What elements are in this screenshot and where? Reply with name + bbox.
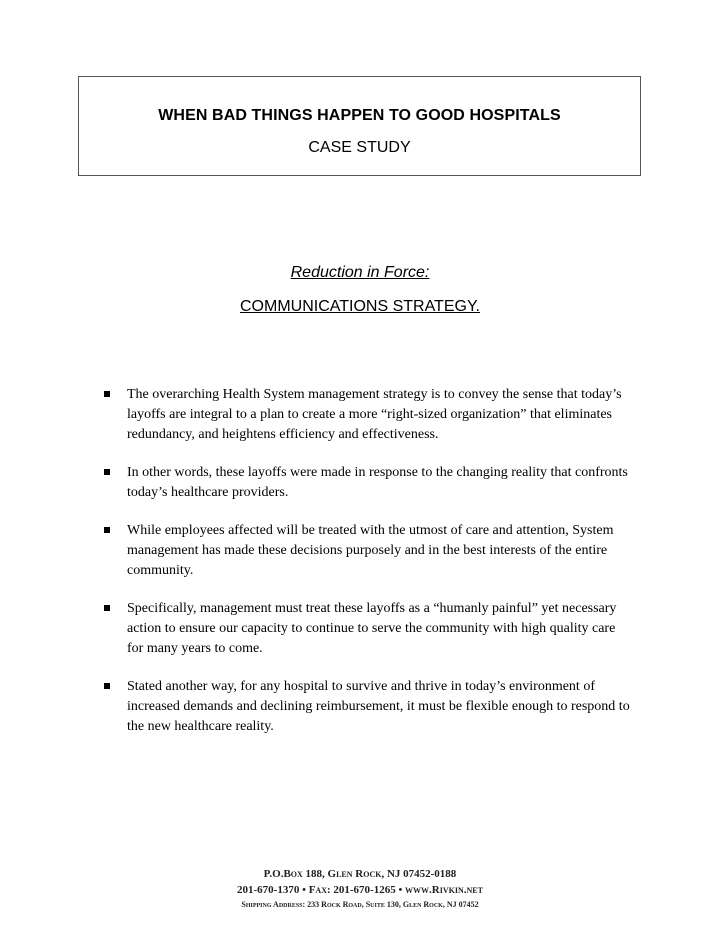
footer-contact: 201-670-1370 • Fax: 201-670-1265 • www.Rivkin.net <box>237 884 483 896</box>
square-bullet-icon <box>104 527 110 533</box>
section-subheading: COMMUNICATIONS STRATEGY. <box>239 298 480 315</box>
letterhead-footer <box>0 866 720 912</box>
square-bullet-icon <box>104 683 110 689</box>
bullet-text: Specifically, management must treat these layoffs as a “humanly painful” yet necessary action to ensure our capacity to continue to serve the community with high quality care for many years to come. <box>127 601 617 656</box>
square-bullet-icon <box>104 469 110 475</box>
bullet-list <box>100 385 635 755</box>
document-subtitle: CASE STUDY <box>308 139 411 156</box>
section-heading: Reduction in Force: <box>290 264 430 281</box>
square-bullet-icon <box>104 605 110 611</box>
bullet-text: Stated another way, for any hospital to survive and thrive in today’s environment of increased demands and declining reimbursement, it must be flexible enough to respond to the new healthcare reality. <box>127 679 630 734</box>
title-box <box>78 76 641 176</box>
footer-address: P.O.Box 188, Glen Rock, NJ 07452-0188 <box>263 868 457 880</box>
list-item <box>100 385 635 445</box>
square-bullet-icon <box>104 391 110 397</box>
list-item <box>100 463 635 503</box>
list-item <box>100 677 635 737</box>
document-title: WHEN BAD THINGS HAPPEN TO GOOD HOSPITALS <box>158 107 561 124</box>
bullet-text: In other words, these layoffs were made in response to the changing reality that confronts today’s healthcare providers. <box>127 465 628 500</box>
bullet-text: While employees affected will be treated with the utmost of care and attention, System management has made these decisions purposely and in the best interests of the entire community. <box>127 523 614 578</box>
list-item <box>100 521 635 581</box>
bullet-text: The overarching Health System management strategy is to convey the sense that today’s layoffs are integral to a plan to create a more “right-sized organization” that eliminates redundancy, and heightens efficiency and effectiveness. <box>127 387 622 442</box>
list-item <box>100 599 635 659</box>
footer-shipping-address: Shipping Address: 233 Rock Road, Suite 130, Glen Rock, NJ 07452 <box>241 900 479 909</box>
